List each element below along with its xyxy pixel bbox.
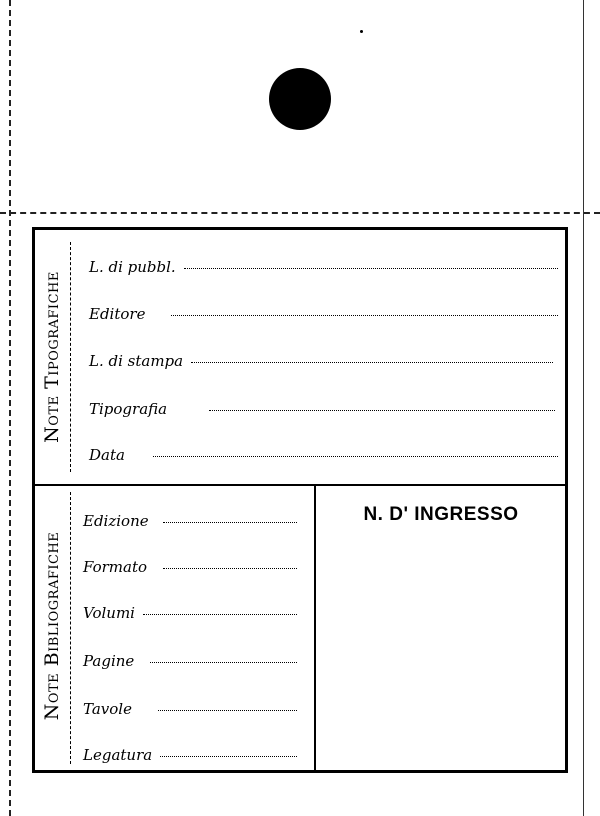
field-dotted-line[interactable]	[191, 361, 553, 363]
field-label: Tipografia	[89, 400, 168, 418]
field-label: Formato	[83, 558, 148, 576]
field-label: Pagine	[83, 652, 135, 670]
field-label: Legatura	[83, 746, 153, 764]
field-luogo-stampa[interactable]	[89, 352, 553, 370]
field-label: Volumi	[83, 604, 135, 622]
catalog-card: Note Tipografiche L. di pubbl. Editore L. di stampa Tipografia Data Note Bibliografiche Edizione Formato Volumi Pagine Tavole Legatura N. D' INGRESSO	[32, 227, 568, 773]
section-divider	[35, 484, 565, 486]
field-label: Tavole	[83, 700, 132, 718]
field-legatura[interactable]	[83, 746, 297, 764]
ink-speck	[360, 30, 363, 33]
field-dotted-line[interactable]	[143, 613, 297, 615]
field-dotted-line[interactable]	[150, 661, 297, 663]
field-dotted-line[interactable]	[163, 567, 297, 569]
field-editore[interactable]	[89, 305, 558, 323]
field-dotted-line[interactable]	[160, 755, 297, 757]
field-volumi[interactable]	[83, 604, 297, 622]
left-edge-line	[9, 0, 11, 816]
field-tipografia[interactable]	[89, 400, 555, 418]
field-formato[interactable]	[83, 558, 297, 576]
field-luogo-pubblicazione[interactable]	[89, 258, 558, 276]
bibliografiche-side-rule	[70, 492, 71, 764]
tipografiche-side-rule	[70, 242, 71, 472]
field-edizione[interactable]	[83, 512, 297, 530]
field-label: Edizione	[83, 512, 149, 530]
field-label: L. di pubbl.	[89, 258, 176, 276]
field-pagine[interactable]	[83, 652, 297, 670]
field-label: L. di stampa	[89, 352, 184, 370]
right-edge-line	[583, 0, 584, 816]
field-label: Editore	[89, 305, 146, 323]
field-dotted-line[interactable]	[171, 314, 558, 316]
field-dotted-line[interactable]	[209, 409, 555, 411]
ingresso-number-label: N. D' INGRESSO	[363, 504, 519, 525]
punch-hole	[269, 68, 331, 130]
field-dotted-line[interactable]	[153, 455, 558, 457]
field-dotted-line[interactable]	[184, 267, 558, 269]
ingresso-divider	[314, 486, 316, 770]
field-label: Data	[89, 446, 125, 464]
field-dotted-line[interactable]	[158, 709, 297, 711]
field-tavole[interactable]	[83, 700, 297, 718]
field-dotted-line[interactable]	[163, 521, 297, 523]
fold-line	[0, 212, 600, 214]
field-data[interactable]	[89, 446, 558, 464]
